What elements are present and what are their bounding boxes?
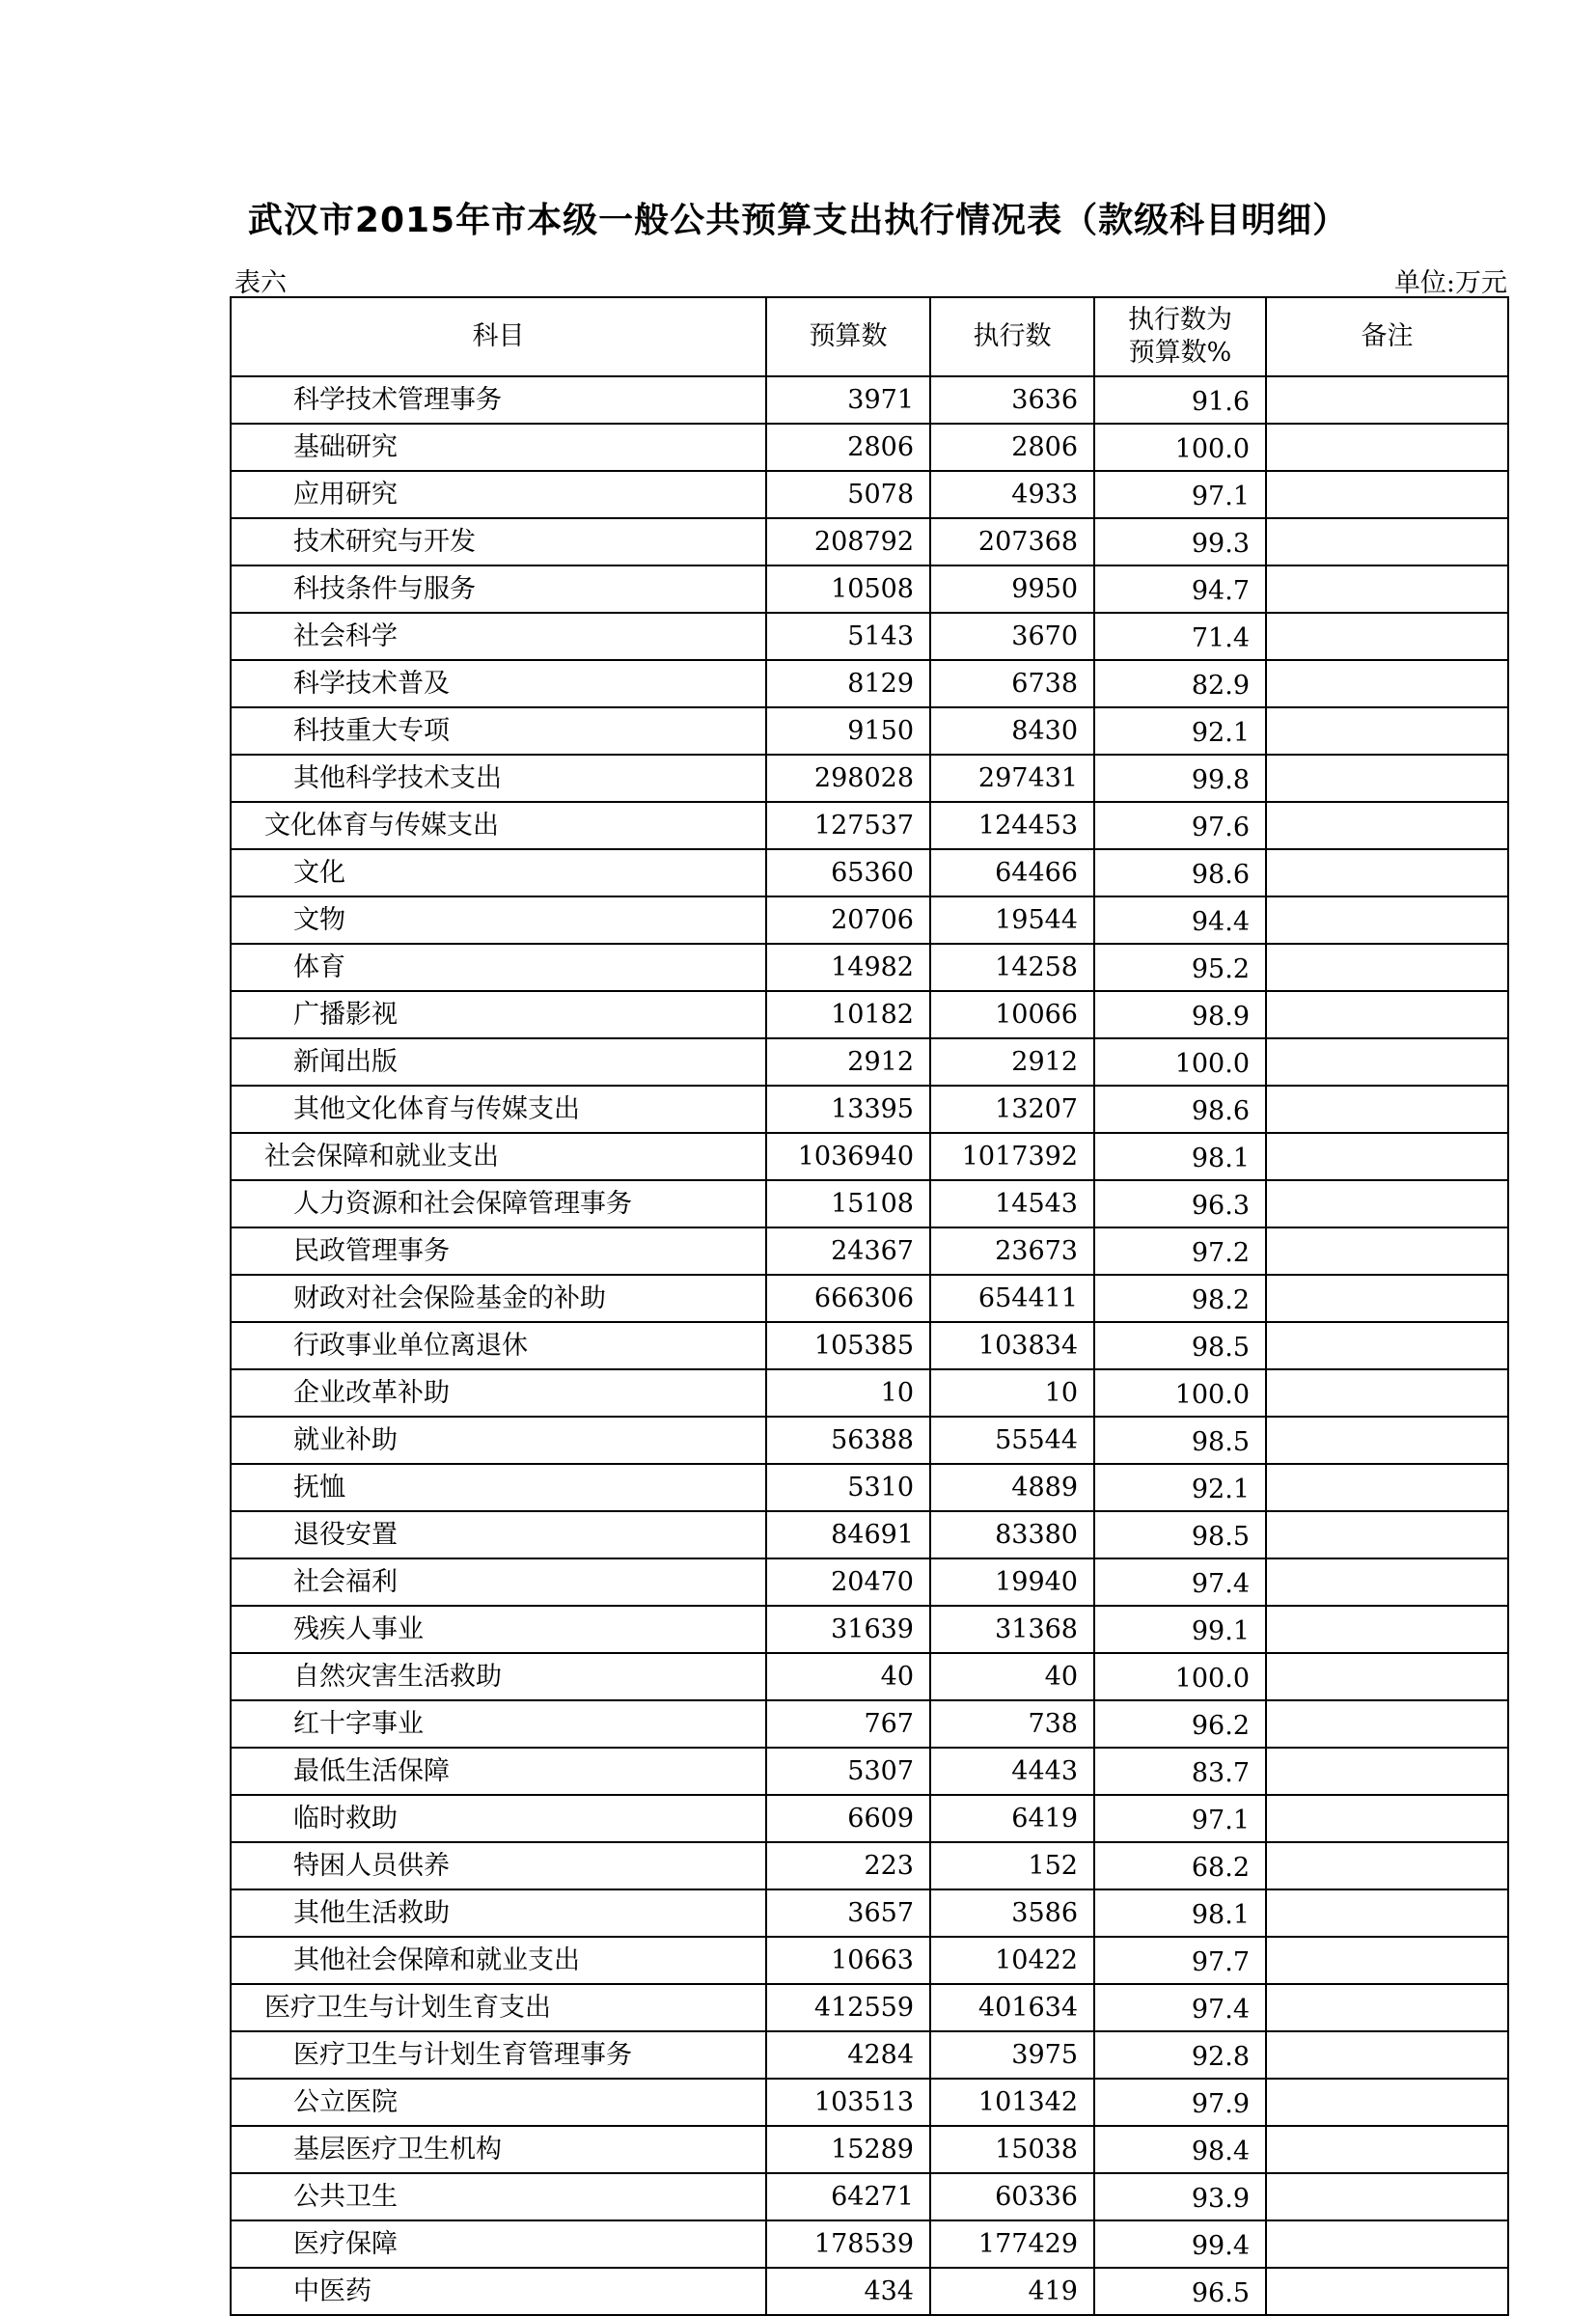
row-budget: 10663 [766,1937,930,1984]
row-note [1266,755,1508,802]
row-budget: 31639 [766,1606,930,1653]
row-percent: 99.1 [1094,1606,1266,1653]
row-note [1266,1842,1508,1889]
row-subject: 社会科学 [231,613,766,660]
row-subject: 文化 [231,849,766,896]
row-note [1266,1937,1508,1984]
row-actual: 40 [930,1653,1094,1700]
row-subject: 行政事业单位离退休 [231,1322,766,1369]
table-row [231,896,1508,944]
row-percent: 92.1 [1094,707,1266,755]
row-budget: 24367 [766,1227,930,1275]
row-budget: 6609 [766,1795,930,1842]
row-budget: 298028 [766,755,930,802]
row-actual: 10 [930,1369,1094,1417]
row-budget: 1036940 [766,1133,930,1180]
row-subject: 基层医疗卫生机构 [231,2126,766,2173]
row-actual: 6419 [930,1795,1094,1842]
row-budget: 105385 [766,1322,930,1369]
table-row [231,1133,1508,1180]
row-actual: 6738 [930,660,1094,707]
row-note [1266,1511,1508,1558]
table-row [231,1086,1508,1133]
table-row [231,1369,1508,1417]
header-percent-text: 执行数为预算数% [1128,305,1232,368]
header-budget: 预算数 [766,297,930,376]
row-actual: 654411 [930,1275,1094,1322]
table-row [231,1511,1508,1558]
row-note [1266,1558,1508,1606]
row-budget: 434 [766,2268,930,2315]
row-subject: 医疗卫生与计划生育支出 [231,1984,766,2031]
table-row [231,565,1508,613]
row-budget: 84691 [766,1511,930,1558]
row-actual: 23673 [930,1227,1094,1275]
row-subject: 科学技术管理事务 [231,376,766,424]
row-percent: 94.7 [1094,565,1266,613]
row-actual: 4933 [930,471,1094,518]
table-row [231,2031,1508,2079]
row-subject: 企业改革补助 [231,1369,766,1417]
row-budget: 412559 [766,1984,930,2031]
table-row [231,1653,1508,1700]
row-budget: 3971 [766,376,930,424]
row-subject: 其他社会保障和就业支出 [231,1937,766,1984]
table-row [231,1984,1508,2031]
header-subject: 科目 [231,297,766,376]
row-actual: 101342 [930,2079,1094,2126]
row-subject: 社会福利 [231,1558,766,1606]
row-note [1266,1227,1508,1275]
row-percent: 98.5 [1094,1511,1266,1558]
row-percent: 94.4 [1094,896,1266,944]
row-note [1266,2268,1508,2315]
row-note [1266,1889,1508,1937]
row-percent: 96.3 [1094,1180,1266,1227]
row-budget: 223 [766,1842,930,1889]
row-note [1266,1086,1508,1133]
row-subject: 残疾人事业 [231,1606,766,1653]
row-note [1266,518,1508,565]
table-row [231,2173,1508,2220]
row-note [1266,991,1508,1038]
row-note [1266,424,1508,471]
table-row [231,755,1508,802]
table-row [231,1227,1508,1275]
row-percent: 97.9 [1094,2079,1266,2126]
row-actual: 31368 [930,1606,1094,1653]
page-title: 武汉市2015年市本级一般公共预算支出执行情况表（款级科目明细） [247,201,1349,240]
row-percent: 97.7 [1094,1937,1266,1984]
row-note [1266,2031,1508,2079]
table-row [231,1889,1508,1937]
row-percent: 100.0 [1094,1653,1266,1700]
row-budget: 15108 [766,1180,930,1227]
table-row [231,1180,1508,1227]
row-actual: 19544 [930,896,1094,944]
row-subject: 公共卫生 [231,2173,766,2220]
row-budget: 9150 [766,707,930,755]
table-row [231,613,1508,660]
row-percent: 100.0 [1094,1038,1266,1086]
row-subject: 退役安置 [231,1511,766,1558]
row-budget: 4284 [766,2031,930,2079]
row-actual: 4443 [930,1748,1094,1795]
row-actual: 10422 [930,1937,1094,1984]
row-budget: 14982 [766,944,930,991]
row-actual: 15038 [930,2126,1094,2173]
row-percent: 99.4 [1094,2220,1266,2268]
row-actual: 4889 [930,1464,1094,1511]
row-note [1266,376,1508,424]
row-note [1266,896,1508,944]
row-subject: 红十字事业 [231,1700,766,1748]
table-row [231,471,1508,518]
row-subject: 社会保障和就业支出 [231,1133,766,1180]
row-actual: 55544 [930,1417,1094,1464]
row-note [1266,849,1508,896]
row-subject: 文化体育与传媒支出 [231,802,766,849]
table-row [231,1795,1508,1842]
row-percent: 99.3 [1094,518,1266,565]
row-budget: 56388 [766,1417,930,1464]
row-budget: 13395 [766,1086,930,1133]
row-note [1266,1606,1508,1653]
row-percent: 92.8 [1094,2031,1266,2079]
row-subject: 文物 [231,896,766,944]
budget-table [230,296,1509,2316]
row-actual: 738 [930,1700,1094,1748]
table-row [231,660,1508,707]
header-percent [1094,297,1266,376]
row-subject: 体育 [231,944,766,991]
row-note [1266,1795,1508,1842]
row-subject: 就业补助 [231,1417,766,1464]
row-budget: 10 [766,1369,930,1417]
row-subject: 公立医院 [231,2079,766,2126]
table-row [231,376,1508,424]
unit-label: 单位:万元 [1393,268,1507,298]
row-percent: 98.5 [1094,1322,1266,1369]
row-subject: 最低生活保障 [231,1748,766,1795]
row-subject: 财政对社会保险基金的补助 [231,1275,766,1322]
row-budget: 15289 [766,2126,930,2173]
table-body [231,376,1508,2315]
row-subject: 其他文化体育与传媒支出 [231,1086,766,1133]
row-percent: 97.4 [1094,1984,1266,2031]
row-budget: 767 [766,1700,930,1748]
row-note [1266,1275,1508,1322]
row-budget: 103513 [766,2079,930,2126]
row-percent: 82.9 [1094,660,1266,707]
row-percent: 97.2 [1094,1227,1266,1275]
row-percent: 98.2 [1094,1275,1266,1322]
row-subject: 科学技术普及 [231,660,766,707]
table-row [231,2079,1508,2126]
row-budget: 5310 [766,1464,930,1511]
row-actual: 3670 [930,613,1094,660]
row-actual: 419 [930,2268,1094,2315]
row-note [1266,1748,1508,1795]
row-actual: 177429 [930,2220,1094,2268]
table-row [231,1558,1508,1606]
row-percent: 98.6 [1094,849,1266,896]
row-actual: 152 [930,1842,1094,1889]
row-note [1266,565,1508,613]
row-actual: 13207 [930,1086,1094,1133]
table-row [231,1748,1508,1795]
row-percent: 98.1 [1094,1889,1266,1937]
row-actual: 1017392 [930,1133,1094,1180]
row-actual: 14258 [930,944,1094,991]
row-note [1266,471,1508,518]
row-note [1266,1322,1508,1369]
row-budget: 3657 [766,1889,930,1937]
row-actual: 3586 [930,1889,1094,1937]
row-subject: 医疗保障 [231,2220,766,2268]
row-actual: 2912 [930,1038,1094,1086]
row-percent: 68.2 [1094,1842,1266,1889]
table-row [231,849,1508,896]
row-subject: 临时救助 [231,1795,766,1842]
row-actual: 297431 [930,755,1094,802]
row-note [1266,1038,1508,1086]
row-subject: 抚恤 [231,1464,766,1511]
row-budget: 208792 [766,518,930,565]
row-note [1266,1700,1508,1748]
table-row [231,2268,1508,2315]
row-note [1266,1369,1508,1417]
row-percent: 98.6 [1094,1086,1266,1133]
row-note [1266,1133,1508,1180]
row-budget: 2806 [766,424,930,471]
row-note [1266,2079,1508,2126]
row-subject: 技术研究与开发 [231,518,766,565]
row-actual: 103834 [930,1322,1094,1369]
row-percent: 100.0 [1094,424,1266,471]
table-row [231,1322,1508,1369]
row-budget: 5143 [766,613,930,660]
row-note [1266,660,1508,707]
row-percent: 98.4 [1094,2126,1266,2173]
row-subject: 医疗卫生与计划生育管理事务 [231,2031,766,2079]
row-note [1266,1417,1508,1464]
row-percent: 71.4 [1094,613,1266,660]
row-budget: 10182 [766,991,930,1038]
row-note [1266,1180,1508,1227]
row-note [1266,802,1508,849]
row-percent: 83.7 [1094,1748,1266,1795]
row-actual: 2806 [930,424,1094,471]
row-note [1266,613,1508,660]
table-row [231,424,1508,471]
row-subject: 新闻出版 [231,1038,766,1086]
row-percent: 95.2 [1094,944,1266,991]
row-percent: 98.1 [1094,1133,1266,1180]
row-actual: 19940 [930,1558,1094,1606]
table-row [231,1842,1508,1889]
row-budget: 65360 [766,849,930,896]
row-percent: 96.2 [1094,1700,1266,1748]
row-budget: 8129 [766,660,930,707]
table-row [231,518,1508,565]
row-subject: 其他科学技术支出 [231,755,766,802]
row-actual: 10066 [930,991,1094,1038]
row-actual: 207368 [930,518,1094,565]
row-note [1266,2173,1508,2220]
row-percent: 97.1 [1094,1795,1266,1842]
row-actual: 83380 [930,1511,1094,1558]
row-actual: 8430 [930,707,1094,755]
table-row [231,1275,1508,1322]
row-percent: 97.1 [1094,471,1266,518]
row-subject: 广播影视 [231,991,766,1038]
row-actual: 64466 [930,849,1094,896]
row-budget: 20470 [766,1558,930,1606]
row-subject: 应用研究 [231,471,766,518]
row-budget: 10508 [766,565,930,613]
row-subject: 自然灾害生活救助 [231,1653,766,1700]
row-budget: 5307 [766,1748,930,1795]
row-budget: 5078 [766,471,930,518]
row-note [1266,1464,1508,1511]
table-row [231,707,1508,755]
table-row [231,1700,1508,1748]
row-note [1266,2126,1508,2173]
table-row [231,991,1508,1038]
row-note [1266,1984,1508,2031]
row-percent: 97.6 [1094,802,1266,849]
row-percent: 100.0 [1094,1369,1266,1417]
row-percent: 93.9 [1094,2173,1266,2220]
row-actual: 124453 [930,802,1094,849]
row-budget: 20706 [766,896,930,944]
row-actual: 9950 [930,565,1094,613]
row-note [1266,2220,1508,2268]
row-note [1266,707,1508,755]
row-budget: 666306 [766,1275,930,1322]
row-percent: 98.5 [1094,1417,1266,1464]
row-budget: 40 [766,1653,930,1700]
row-actual: 14543 [930,1180,1094,1227]
header-actual: 执行数 [930,297,1094,376]
row-subject: 人力资源和社会保障管理事务 [231,1180,766,1227]
table-row [231,802,1508,849]
row-subject: 民政管理事务 [231,1227,766,1275]
row-subject: 科技条件与服务 [231,565,766,613]
table-row [231,1606,1508,1653]
row-subject: 科技重大专项 [231,707,766,755]
table-row [231,944,1508,991]
table-label: 表六 [234,268,287,298]
row-subject: 中医药 [231,2268,766,2315]
row-budget: 2912 [766,1038,930,1086]
row-actual: 60336 [930,2173,1094,2220]
row-note [1266,944,1508,991]
row-note [1266,1653,1508,1700]
table-row [231,2220,1508,2268]
table-row [231,1937,1508,1984]
table-row [231,2126,1508,2173]
row-percent: 97.4 [1094,1558,1266,1606]
row-percent: 99.8 [1094,755,1266,802]
row-percent: 98.9 [1094,991,1266,1038]
row-actual: 3975 [930,2031,1094,2079]
table-row [231,1038,1508,1086]
row-actual: 401634 [930,1984,1094,2031]
row-subject: 其他生活救助 [231,1889,766,1937]
header-note: 备注 [1266,297,1508,376]
table-header-row [231,297,1508,376]
row-percent: 96.5 [1094,2268,1266,2315]
row-actual: 3636 [930,376,1094,424]
row-subject: 特困人员供养 [231,1842,766,1889]
row-percent: 91.6 [1094,376,1266,424]
row-percent: 92.1 [1094,1464,1266,1511]
row-budget: 178539 [766,2220,930,2268]
row-subject: 基础研究 [231,424,766,471]
row-budget: 127537 [766,802,930,849]
table-row [231,1464,1508,1511]
table-row [231,1417,1508,1464]
row-budget: 64271 [766,2173,930,2220]
